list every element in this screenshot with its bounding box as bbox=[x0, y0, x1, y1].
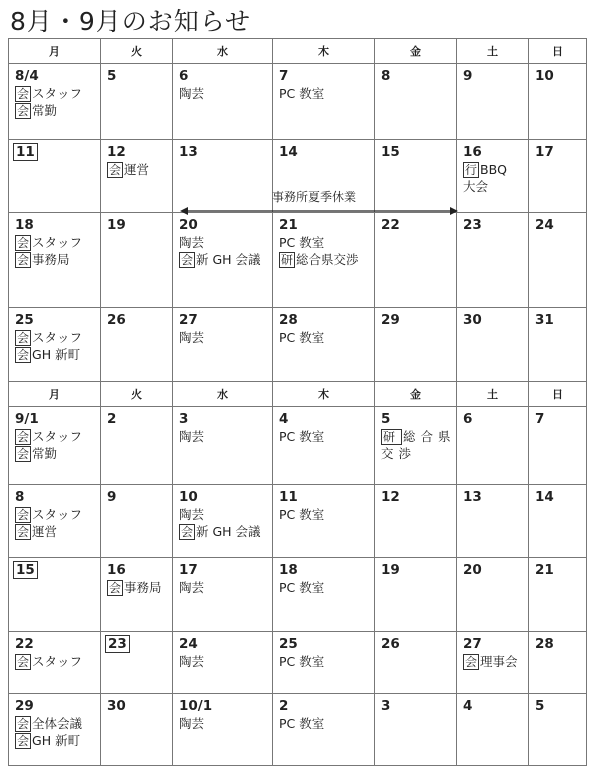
event bbox=[179, 251, 272, 268]
event-text: スタッフ bbox=[32, 507, 83, 522]
day-number: 25 bbox=[15, 312, 34, 328]
event bbox=[15, 428, 100, 445]
weekday-header: 日 bbox=[529, 39, 587, 64]
day-cell bbox=[529, 308, 587, 382]
event-category-tag: 行 bbox=[465, 163, 478, 177]
day-number: 30 bbox=[107, 698, 126, 714]
event bbox=[15, 346, 100, 363]
event-text: 陶芸 bbox=[179, 654, 205, 669]
event bbox=[463, 653, 528, 670]
event bbox=[381, 428, 456, 462]
day-number: 3 bbox=[179, 411, 189, 427]
day-cell bbox=[375, 694, 457, 766]
event-category-tag: 会 bbox=[17, 430, 30, 444]
weekday-header: 月 bbox=[9, 39, 101, 64]
day-number: 2 bbox=[279, 698, 289, 714]
event-text: PC 教室 bbox=[279, 235, 325, 250]
day-cell bbox=[273, 632, 375, 694]
day-number: 18 bbox=[15, 217, 34, 233]
day-number: 6 bbox=[179, 68, 189, 84]
event bbox=[279, 251, 374, 268]
weekday-header: 月 bbox=[9, 382, 101, 407]
day-number: 12 bbox=[381, 489, 400, 505]
event-category-tag: 会 bbox=[17, 655, 30, 669]
event-category-tag: 会 bbox=[181, 525, 194, 539]
event bbox=[179, 653, 272, 670]
day-cell bbox=[273, 308, 375, 382]
day-number: 18 bbox=[279, 562, 298, 578]
holiday-label: 事務所夏季休業 bbox=[272, 190, 357, 204]
day-cell bbox=[9, 407, 101, 485]
day-cell bbox=[101, 308, 173, 382]
day-cell bbox=[375, 407, 457, 485]
event-category-tag: 会 bbox=[17, 734, 30, 748]
day-number: 17 bbox=[535, 144, 554, 160]
day-number: 30 bbox=[463, 312, 482, 328]
day-cell bbox=[101, 140, 173, 213]
day-number: 24 bbox=[179, 636, 198, 652]
event-category-tag: 会 bbox=[17, 87, 30, 101]
event-text: PC 教室 bbox=[279, 654, 325, 669]
event-text: PC 教室 bbox=[279, 330, 325, 345]
weekday-header: 木 bbox=[273, 39, 375, 64]
day-number: 22 bbox=[381, 217, 400, 233]
day-cell bbox=[529, 140, 587, 213]
event-text: スタッフ bbox=[32, 330, 83, 345]
day-cell bbox=[529, 558, 587, 632]
day-cell bbox=[9, 308, 101, 382]
day-cell bbox=[529, 213, 587, 308]
event bbox=[463, 161, 528, 178]
day-cell bbox=[375, 485, 457, 558]
day-number: 7 bbox=[535, 411, 545, 427]
day-number: 28 bbox=[279, 312, 298, 328]
day-number: 2 bbox=[107, 411, 117, 427]
day-number: 20 bbox=[179, 217, 198, 233]
day-number: 27 bbox=[179, 312, 198, 328]
day-cell bbox=[457, 308, 529, 382]
event bbox=[179, 329, 272, 346]
event bbox=[15, 445, 100, 462]
event-text: 常勤 bbox=[32, 103, 58, 118]
day-number: 14 bbox=[535, 489, 554, 505]
event bbox=[15, 732, 100, 749]
event bbox=[179, 506, 272, 523]
day-cell bbox=[9, 485, 101, 558]
day-number: 11 bbox=[279, 489, 298, 505]
day-cell bbox=[375, 558, 457, 632]
event-text: 陶芸 bbox=[179, 507, 205, 522]
event-text: 運営 bbox=[32, 524, 58, 539]
event bbox=[107, 161, 172, 178]
week-row bbox=[9, 308, 587, 382]
event-text: 理事会 bbox=[480, 654, 518, 669]
day-number: 15 bbox=[13, 561, 38, 579]
day-number: 20 bbox=[463, 562, 482, 578]
event-text: スタッフ bbox=[32, 654, 83, 669]
event-text: 陶芸 bbox=[179, 580, 205, 595]
day-cell bbox=[529, 64, 587, 140]
event-category-tag: 会 bbox=[17, 525, 30, 539]
week-row bbox=[9, 407, 587, 485]
day-cell bbox=[375, 64, 457, 140]
event-text: 常勤 bbox=[32, 446, 58, 461]
event bbox=[179, 715, 272, 732]
day-cell bbox=[173, 694, 273, 766]
event-text: 事務局 bbox=[32, 252, 70, 267]
day-cell bbox=[173, 558, 273, 632]
event bbox=[279, 715, 374, 732]
event bbox=[179, 523, 272, 540]
event-category-tag: 研 bbox=[281, 253, 294, 267]
event-category-tag: 会 bbox=[17, 331, 30, 345]
page-title: 8月・9月のお知らせ bbox=[10, 7, 252, 36]
day-number: 21 bbox=[279, 217, 298, 233]
day-number: 23 bbox=[105, 635, 130, 653]
day-number: 31 bbox=[535, 312, 554, 328]
event bbox=[15, 523, 100, 540]
day-cell bbox=[101, 64, 173, 140]
event-category-tag: 会 bbox=[109, 163, 122, 177]
day-cell bbox=[375, 308, 457, 382]
day-cell bbox=[9, 632, 101, 694]
event-text: 陶芸 bbox=[179, 716, 205, 731]
event bbox=[279, 506, 374, 523]
event-category-tag: 会 bbox=[17, 508, 30, 522]
day-cell bbox=[457, 632, 529, 694]
day-number: 10 bbox=[179, 489, 198, 505]
day-number: 14 bbox=[279, 144, 298, 160]
day-number: 26 bbox=[381, 636, 400, 652]
week-row bbox=[9, 632, 587, 694]
day-cell bbox=[173, 140, 273, 213]
day-number: 9 bbox=[463, 68, 473, 84]
day-cell bbox=[173, 308, 273, 382]
day-cell bbox=[9, 140, 101, 213]
event-text: 陶芸 bbox=[179, 429, 205, 444]
day-number: 9/1 bbox=[15, 411, 39, 427]
day-number: 15 bbox=[381, 144, 400, 160]
event-text: GH 新町 bbox=[32, 347, 81, 362]
day-cell bbox=[101, 407, 173, 485]
event-text: スタッフ bbox=[32, 429, 83, 444]
event-text: 事務局 bbox=[124, 580, 162, 595]
weekday-header-row bbox=[9, 39, 587, 64]
weekday-header: 木 bbox=[273, 382, 375, 407]
day-number: 19 bbox=[107, 217, 126, 233]
day-number: 10 bbox=[535, 68, 554, 84]
weekday-header: 水 bbox=[173, 39, 273, 64]
day-number: 24 bbox=[535, 217, 554, 233]
week-row bbox=[9, 64, 587, 140]
event bbox=[279, 234, 374, 251]
event-text: 大会 bbox=[463, 179, 489, 194]
event bbox=[15, 506, 100, 523]
event-text: PC 教室 bbox=[279, 507, 325, 522]
day-number: 21 bbox=[535, 562, 554, 578]
weekday-header: 金 bbox=[375, 382, 457, 407]
event bbox=[279, 85, 374, 102]
day-cell bbox=[457, 213, 529, 308]
event-text: PC 教室 bbox=[279, 580, 325, 595]
event-text: 運営 bbox=[124, 162, 150, 177]
day-cell bbox=[101, 632, 173, 694]
event-category-tag: 会 bbox=[17, 447, 30, 461]
day-number: 29 bbox=[381, 312, 400, 328]
weekday-header: 日 bbox=[529, 382, 587, 407]
event bbox=[15, 329, 100, 346]
event bbox=[463, 178, 528, 195]
day-cell bbox=[9, 213, 101, 308]
event-category-tag: 会 bbox=[109, 581, 122, 595]
event-category-tag: 会 bbox=[181, 253, 194, 267]
day-number: 5 bbox=[107, 68, 117, 84]
day-cell bbox=[101, 694, 173, 766]
day-number: 10/1 bbox=[179, 698, 213, 714]
weekday-header: 火 bbox=[101, 39, 173, 64]
event bbox=[279, 329, 374, 346]
day-number: 27 bbox=[463, 636, 482, 652]
weekday-header: 火 bbox=[101, 382, 173, 407]
day-number: 16 bbox=[107, 562, 126, 578]
day-cell bbox=[273, 558, 375, 632]
day-number: 8 bbox=[15, 489, 25, 505]
day-cell bbox=[173, 407, 273, 485]
day-cell bbox=[173, 64, 273, 140]
week-row bbox=[9, 558, 587, 632]
day-cell bbox=[9, 64, 101, 140]
day-cell bbox=[457, 64, 529, 140]
day-number: 4 bbox=[463, 698, 473, 714]
day-cell bbox=[529, 485, 587, 558]
day-number: 8 bbox=[381, 68, 391, 84]
event-text: 新 GH 会議 bbox=[196, 524, 261, 539]
day-cell bbox=[173, 485, 273, 558]
day-cell bbox=[457, 407, 529, 485]
event-text: 新 GH 会議 bbox=[196, 252, 261, 267]
day-number: 16 bbox=[463, 144, 482, 160]
day-number: 8/4 bbox=[15, 68, 39, 84]
day-cell bbox=[101, 213, 173, 308]
day-cell bbox=[273, 213, 375, 308]
day-cell bbox=[375, 213, 457, 308]
event-text: スタッフ bbox=[32, 86, 83, 101]
day-cell bbox=[273, 407, 375, 485]
event-text: 陶芸 bbox=[179, 235, 205, 250]
day-number: 28 bbox=[535, 636, 554, 652]
day-cell bbox=[9, 558, 101, 632]
weekday-header: 金 bbox=[375, 39, 457, 64]
event-text: 陶芸 bbox=[179, 330, 205, 345]
event bbox=[279, 428, 374, 445]
day-number: 11 bbox=[13, 143, 38, 161]
week-row bbox=[9, 485, 587, 558]
day-number: 12 bbox=[107, 144, 126, 160]
event bbox=[15, 251, 100, 268]
event-category-tag: 会 bbox=[17, 717, 30, 731]
event-text: PC 教室 bbox=[279, 86, 325, 101]
day-number: 17 bbox=[179, 562, 198, 578]
event-text: 総合県交渉 bbox=[381, 429, 456, 461]
day-cell bbox=[173, 632, 273, 694]
day-cell bbox=[173, 213, 273, 308]
day-number: 5 bbox=[535, 698, 545, 714]
day-number: 29 bbox=[15, 698, 34, 714]
event bbox=[179, 234, 272, 251]
event-category-tag: 会 bbox=[465, 655, 478, 669]
holiday-arrow-icon bbox=[180, 205, 458, 217]
weekday-header-row bbox=[9, 382, 587, 407]
event-text: BBQ bbox=[480, 162, 508, 177]
week-row bbox=[9, 213, 587, 308]
calendar-table bbox=[8, 38, 587, 766]
day-number: 3 bbox=[381, 698, 391, 714]
event bbox=[15, 715, 100, 732]
day-number: 4 bbox=[279, 411, 289, 427]
day-number: 22 bbox=[15, 636, 34, 652]
day-number: 19 bbox=[381, 562, 400, 578]
event bbox=[15, 653, 100, 670]
event-text: 陶芸 bbox=[179, 86, 205, 101]
day-cell bbox=[101, 558, 173, 632]
day-number: 5 bbox=[381, 411, 391, 427]
event bbox=[179, 579, 272, 596]
day-number: 7 bbox=[279, 68, 289, 84]
day-cell bbox=[273, 694, 375, 766]
event bbox=[15, 85, 100, 102]
day-cell bbox=[273, 64, 375, 140]
event bbox=[279, 579, 374, 596]
event-text: 全体会議 bbox=[32, 716, 83, 731]
event bbox=[107, 579, 172, 596]
day-cell bbox=[457, 558, 529, 632]
day-number: 13 bbox=[179, 144, 198, 160]
day-number: 9 bbox=[107, 489, 117, 505]
event-text: スタッフ bbox=[32, 235, 83, 250]
event-text: PC 教室 bbox=[279, 429, 325, 444]
day-cell bbox=[9, 694, 101, 766]
event bbox=[15, 102, 100, 119]
day-number: 23 bbox=[463, 217, 482, 233]
event-category-tag: 会 bbox=[17, 104, 30, 118]
day-cell bbox=[457, 485, 529, 558]
event bbox=[179, 428, 272, 445]
event-category-tag: 会 bbox=[17, 236, 30, 250]
day-cell bbox=[529, 632, 587, 694]
day-cell bbox=[273, 485, 375, 558]
event-category-tag: 研 bbox=[383, 430, 401, 444]
event-category-tag: 会 bbox=[17, 253, 30, 267]
week-row bbox=[9, 694, 587, 766]
day-cell bbox=[529, 407, 587, 485]
day-number: 26 bbox=[107, 312, 126, 328]
day-number: 25 bbox=[279, 636, 298, 652]
event bbox=[179, 85, 272, 102]
event-text: 総合県交渉 bbox=[296, 252, 359, 267]
event-text: GH 新町 bbox=[32, 733, 81, 748]
day-cell bbox=[457, 140, 529, 213]
day-number: 6 bbox=[463, 411, 473, 427]
event-text: PC 教室 bbox=[279, 716, 325, 731]
day-cell bbox=[529, 694, 587, 766]
event-category-tag: 会 bbox=[17, 348, 30, 362]
day-cell bbox=[457, 694, 529, 766]
day-number: 13 bbox=[463, 489, 482, 505]
day-cell bbox=[375, 140, 457, 213]
day-cell bbox=[375, 632, 457, 694]
weekday-header: 土 bbox=[457, 39, 529, 64]
event bbox=[15, 234, 100, 251]
weekday-header: 土 bbox=[457, 382, 529, 407]
day-cell bbox=[101, 485, 173, 558]
weekday-header: 水 bbox=[173, 382, 273, 407]
event bbox=[279, 653, 374, 670]
